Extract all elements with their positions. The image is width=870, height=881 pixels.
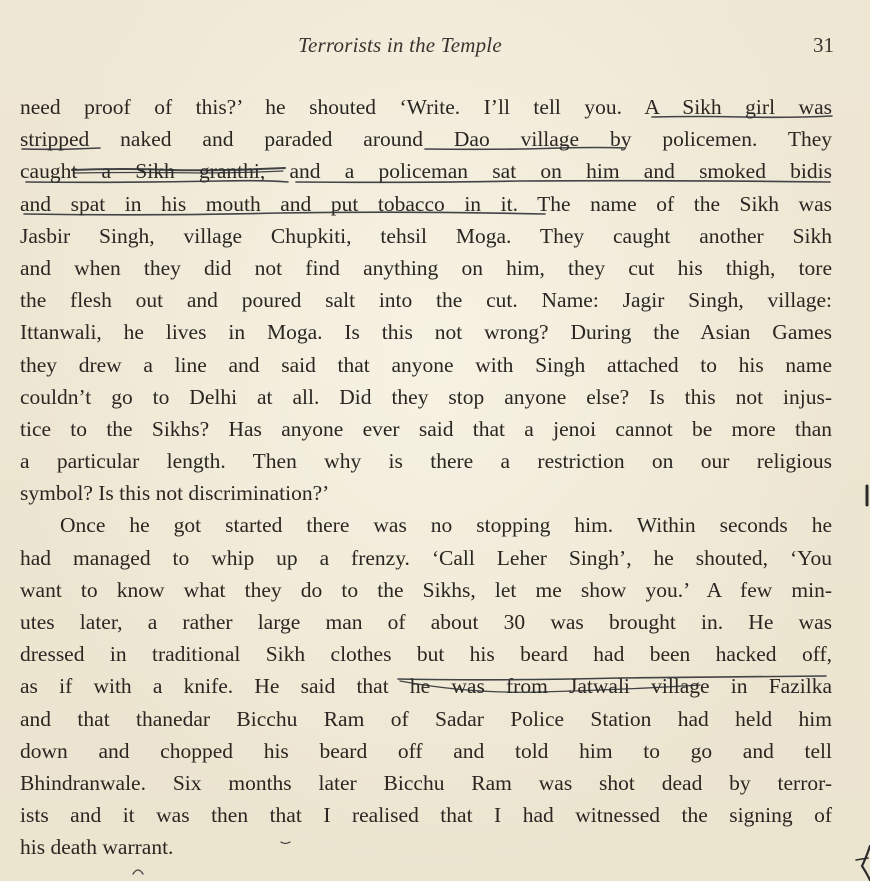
paragraph-2 xyxy=(20,509,832,863)
text-line: Ittanwali, he lives in Moga. Is this not wrong? During the Asian Games xyxy=(20,320,832,345)
text-line: Bhindranwale. Six months later Bicchu Ram was shot dead by terror- xyxy=(20,770,832,795)
text-line: caught a Sikh granthi, and a policeman sat on him and smoked bidis xyxy=(20,159,832,184)
text-line: utes later, a rather large man of about 30 was brought in. He was xyxy=(20,610,832,634)
text-line: down and chopped his beard off and told him to go and tell xyxy=(20,738,832,763)
text-line: a particular length. Then why is there a restriction on our religious xyxy=(20,449,832,474)
text-line: couldn’t go to Delhi at all. Did they stop anyone else? Is this not injus- xyxy=(20,384,832,409)
paragraph-1 xyxy=(20,91,832,509)
text-line: his death warrant. xyxy=(20,835,174,860)
margin-check-mark xyxy=(856,858,868,860)
text-line: need proof of this?’ he shouted ‘Write. I’ll tell you. A Sikh girl was xyxy=(20,95,832,119)
text-line: ists and it was then that I realised that I had witnessed the signing of xyxy=(20,803,832,828)
running-title: Terrorists in the Temple xyxy=(298,33,502,57)
margin-check-mark xyxy=(862,846,870,880)
underline-mark xyxy=(133,870,143,874)
page-number: 31 xyxy=(813,33,834,57)
text-line: want to know what they do to the Sikhs, let me show you.’ A few min- xyxy=(20,577,832,602)
body-text xyxy=(20,91,832,864)
text-line: as if with a knife. He said that he was from Jatwali village in Fazilka xyxy=(20,674,832,699)
text-line: and spat in his mouth and put tobacco in it. The name of the Sikh was xyxy=(20,191,832,216)
text-line: tice to the Sikhs? Has anyone ever said that a jenoi cannot be more than xyxy=(20,416,832,441)
text-line: the flesh out and poured salt into the cut. Name: Jagir Singh, village: xyxy=(20,288,832,313)
text-line: and that thanedar Bicchu Ram of Sadar Police Station had held him xyxy=(20,706,832,731)
text-line: had managed to whip up a frenzy. ‘Call Leher Singh’, he shouted, ‘You xyxy=(20,545,832,570)
text-line: symbol? Is this not discrimination?’ xyxy=(20,481,330,506)
text-line: and when they did not find anything on him, they cut his thigh, tore xyxy=(20,255,832,280)
text-line: Jasbir Singh, village Chupkiti, tehsil Moga. They caught another Sikh xyxy=(20,223,832,248)
text-line: Once he got started there was no stopping him. Within seconds he xyxy=(60,513,832,538)
text-line: dressed in traditional Sikh clothes but his beard had been hacked off, xyxy=(20,642,832,667)
text-line: stripped naked and paraded around Dao village by policemen. They xyxy=(20,127,832,152)
text-line: they drew a line and said that anyone with Singh attached to his name xyxy=(20,352,832,377)
running-head xyxy=(0,30,870,60)
